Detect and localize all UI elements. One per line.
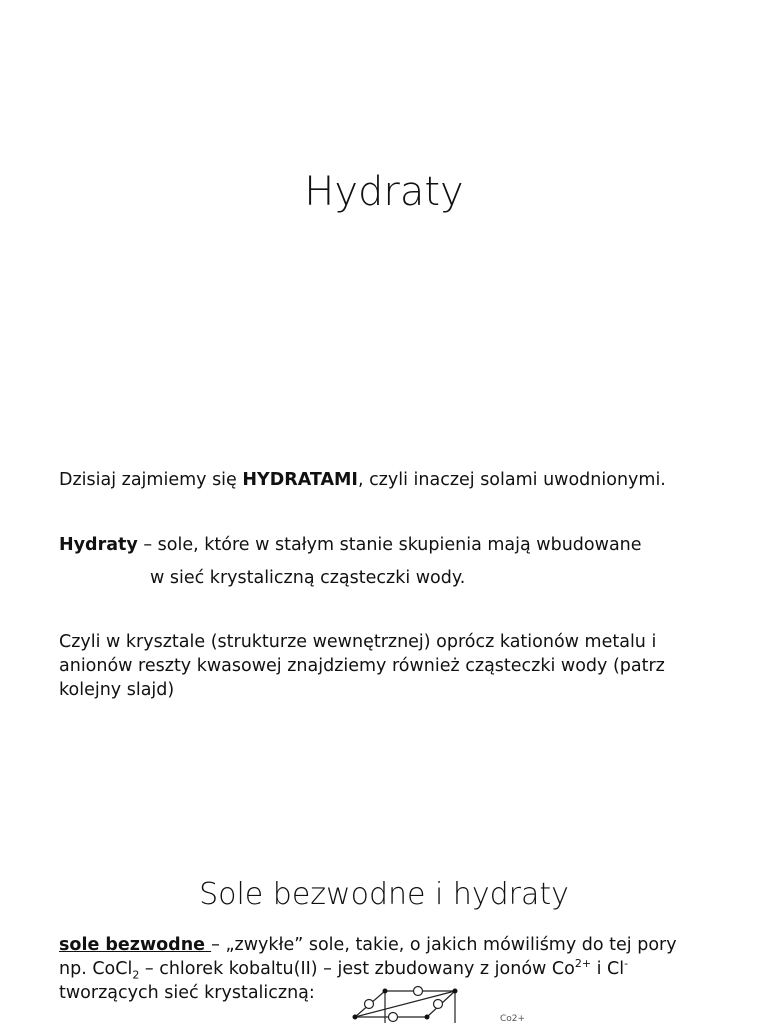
- subscript-2: 2: [132, 968, 140, 982]
- intro-text-after: , czyli inaczej solami uwodnionymi.: [357, 470, 666, 490]
- explanation-paragraph: Czyli w krysztale (strukturze wewnętrznej) oprócz kationów metalu i anionów reszty kwasowej znajdziemy również cząsteczki wody (patrz kolejny slajd): [59, 632, 665, 700]
- example-text-3: i Cl: [591, 959, 625, 979]
- crystal-lattice-diagram: [345, 983, 575, 1028]
- intro-text-before: Dzisiaj zajmiemy się: [59, 470, 243, 490]
- crystal-lattice-text: tworzących sieć krystaliczną:: [59, 983, 315, 1003]
- definition-line-1: [59, 533, 718, 557]
- anion-charge: -: [624, 957, 629, 971]
- diagram-label: Co2+: [500, 1014, 526, 1024]
- intro-bold-term: HYDRATAMI: [242, 470, 358, 490]
- definition-text: – sole, które w stałym stanie skupienia mają wbudowane: [137, 535, 642, 555]
- anhydrous-term: sole bezwodne: [59, 935, 212, 955]
- definition-line-2: w sieć krystaliczną cząsteczki wody.: [150, 568, 466, 588]
- slide-title: Hydraty: [304, 169, 464, 215]
- anhydrous-desc: – „zwykłe” sole, takie, o jakich mówiliśmy do tej pory: [211, 935, 677, 955]
- slide-2: [0, 800, 768, 1024]
- example-text-2: – chlorek kobaltu(II) – jest zbudowany z jonów Co: [139, 959, 575, 979]
- definition-term: Hydraty: [59, 535, 138, 555]
- example-text: np. CoCl: [59, 959, 133, 979]
- intro-paragraph: [59, 468, 718, 492]
- cation-charge: 2+: [574, 957, 592, 971]
- slide-title-2: Sole bezwodne i hydraty: [199, 877, 569, 912]
